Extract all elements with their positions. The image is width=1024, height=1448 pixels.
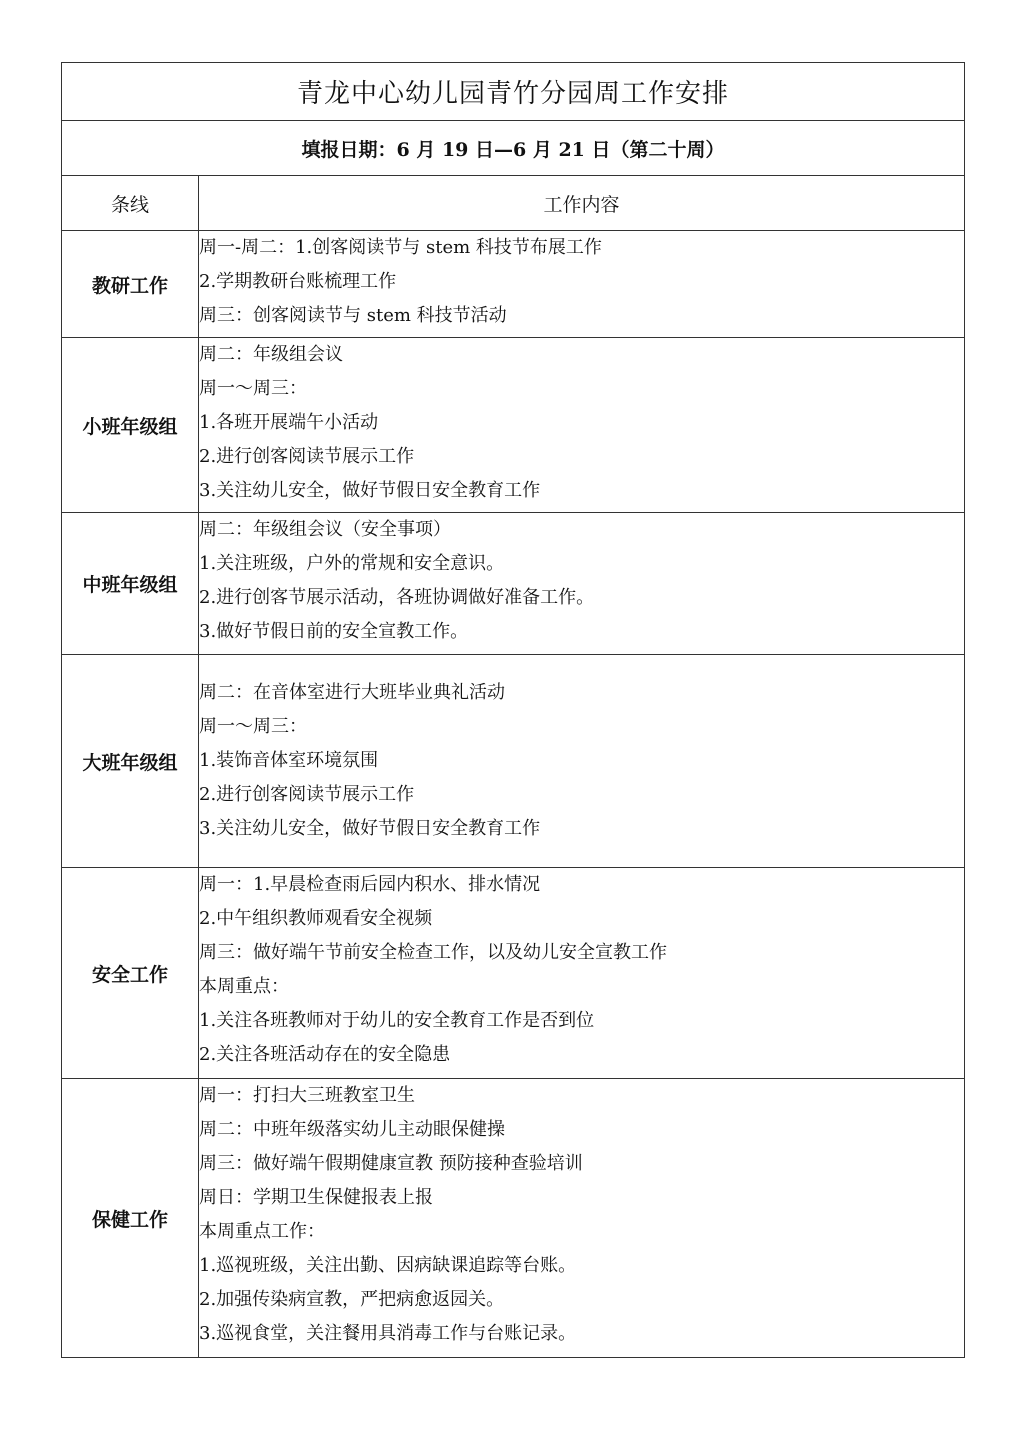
content-line: 1.关注各班教师对于幼儿的安全教育工作是否到位 bbox=[199, 1010, 595, 1031]
row-safety-work bbox=[62, 868, 965, 1079]
date-row bbox=[62, 121, 965, 176]
category-cell: 安全工作 bbox=[62, 868, 199, 1079]
content-line: 周二：中班年级落实幼儿主动眼保健操 bbox=[199, 1119, 505, 1140]
content-line: 2.中午组织教师观看安全视频 bbox=[199, 908, 433, 929]
content-line: 2.进行创客阅读节展示工作 bbox=[199, 446, 415, 467]
content-line: 本周重点工作： bbox=[199, 1221, 325, 1242]
content-cell bbox=[199, 868, 965, 1079]
content-line: 周二：年级组会议（安全事项） bbox=[199, 519, 451, 540]
content-line: 2.进行创客阅读节展示工作 bbox=[199, 784, 415, 805]
row-senior-class-group bbox=[62, 655, 965, 868]
content-line: 2.关注各班活动存在的安全隐患 bbox=[199, 1044, 451, 1065]
row-teaching-research bbox=[62, 231, 965, 338]
content-line: 周日：学期卫生保健报表上报 bbox=[199, 1187, 433, 1208]
content-line: 3.巡视食堂，关注餐用具消毒工作与台账记录。 bbox=[199, 1323, 577, 1344]
content-line: 1.巡视班级，关注出勤、因病缺课追踪等台账。 bbox=[199, 1255, 577, 1276]
content-line: 1.各班开展端午小活动 bbox=[199, 412, 379, 433]
category-cell: 小班年级组 bbox=[62, 338, 199, 513]
report-date: 填报日期：6 月 19 日—6 月 21 日（第二十周） bbox=[62, 121, 965, 176]
category-cell: 中班年级组 bbox=[62, 513, 199, 655]
content-line: 周一：1.早晨检查雨后园内积水、排水情况 bbox=[199, 874, 541, 895]
row-junior-class-group bbox=[62, 338, 965, 513]
work-schedule-table bbox=[61, 62, 965, 1358]
title-row bbox=[62, 63, 965, 121]
content-cell bbox=[199, 231, 965, 338]
content-line: 周一-周二：1.创客阅读节与 stem 科技节布展工作 bbox=[199, 237, 602, 258]
content-cell bbox=[199, 1079, 965, 1358]
content-line: 3.做好节假日前的安全宣教工作。 bbox=[199, 621, 469, 642]
content-line: 2.学期教研台账梳理工作 bbox=[199, 271, 397, 292]
header-content: 工作内容 bbox=[199, 176, 965, 231]
content-line: 周三：创客阅读节与 stem 科技节活动 bbox=[199, 305, 507, 326]
row-middle-class-group bbox=[62, 513, 965, 655]
content-line: 2.加强传染病宣教，严把病愈返园关。 bbox=[199, 1289, 505, 1310]
content-line: 周三：做好端午节前安全检查工作，以及幼儿安全宣教工作 bbox=[199, 942, 667, 963]
content-line: 周一～周三： bbox=[199, 716, 307, 737]
content-line: 本周重点： bbox=[199, 976, 289, 997]
content-line: 1.关注班级，户外的常规和安全意识。 bbox=[199, 553, 505, 574]
row-health-care-work bbox=[62, 1079, 965, 1358]
content-line: 周二：在音体室进行大班毕业典礼活动 bbox=[199, 682, 505, 703]
content-line: 周一：打扫大三班教室卫生 bbox=[199, 1085, 415, 1106]
content-line: 3.关注幼儿安全，做好节假日安全教育工作 bbox=[199, 480, 541, 501]
content-cell bbox=[199, 338, 965, 513]
header-category: 条线 bbox=[62, 176, 199, 231]
header-row bbox=[62, 176, 965, 231]
content-line: 3.关注幼儿安全，做好节假日安全教育工作 bbox=[199, 818, 541, 839]
content-line: 2.进行创客节展示活动，各班协调做好准备工作。 bbox=[199, 587, 595, 608]
category-cell: 大班年级组 bbox=[62, 655, 199, 868]
content-line: 1.装饰音体室环境氛围 bbox=[199, 750, 379, 771]
content-line: 周二：年级组会议 bbox=[199, 344, 343, 365]
category-cell: 保健工作 bbox=[62, 1079, 199, 1358]
content-cell bbox=[199, 513, 965, 655]
content-line: 周三：做好端午假期健康宣教 预防接种查验培训 bbox=[199, 1153, 583, 1174]
category-cell: 教研工作 bbox=[62, 231, 199, 338]
content-line: 周一～周三： bbox=[199, 378, 307, 399]
content-cell bbox=[199, 655, 965, 868]
page-title: 青龙中心幼儿园青竹分园周工作安排 bbox=[62, 63, 965, 121]
